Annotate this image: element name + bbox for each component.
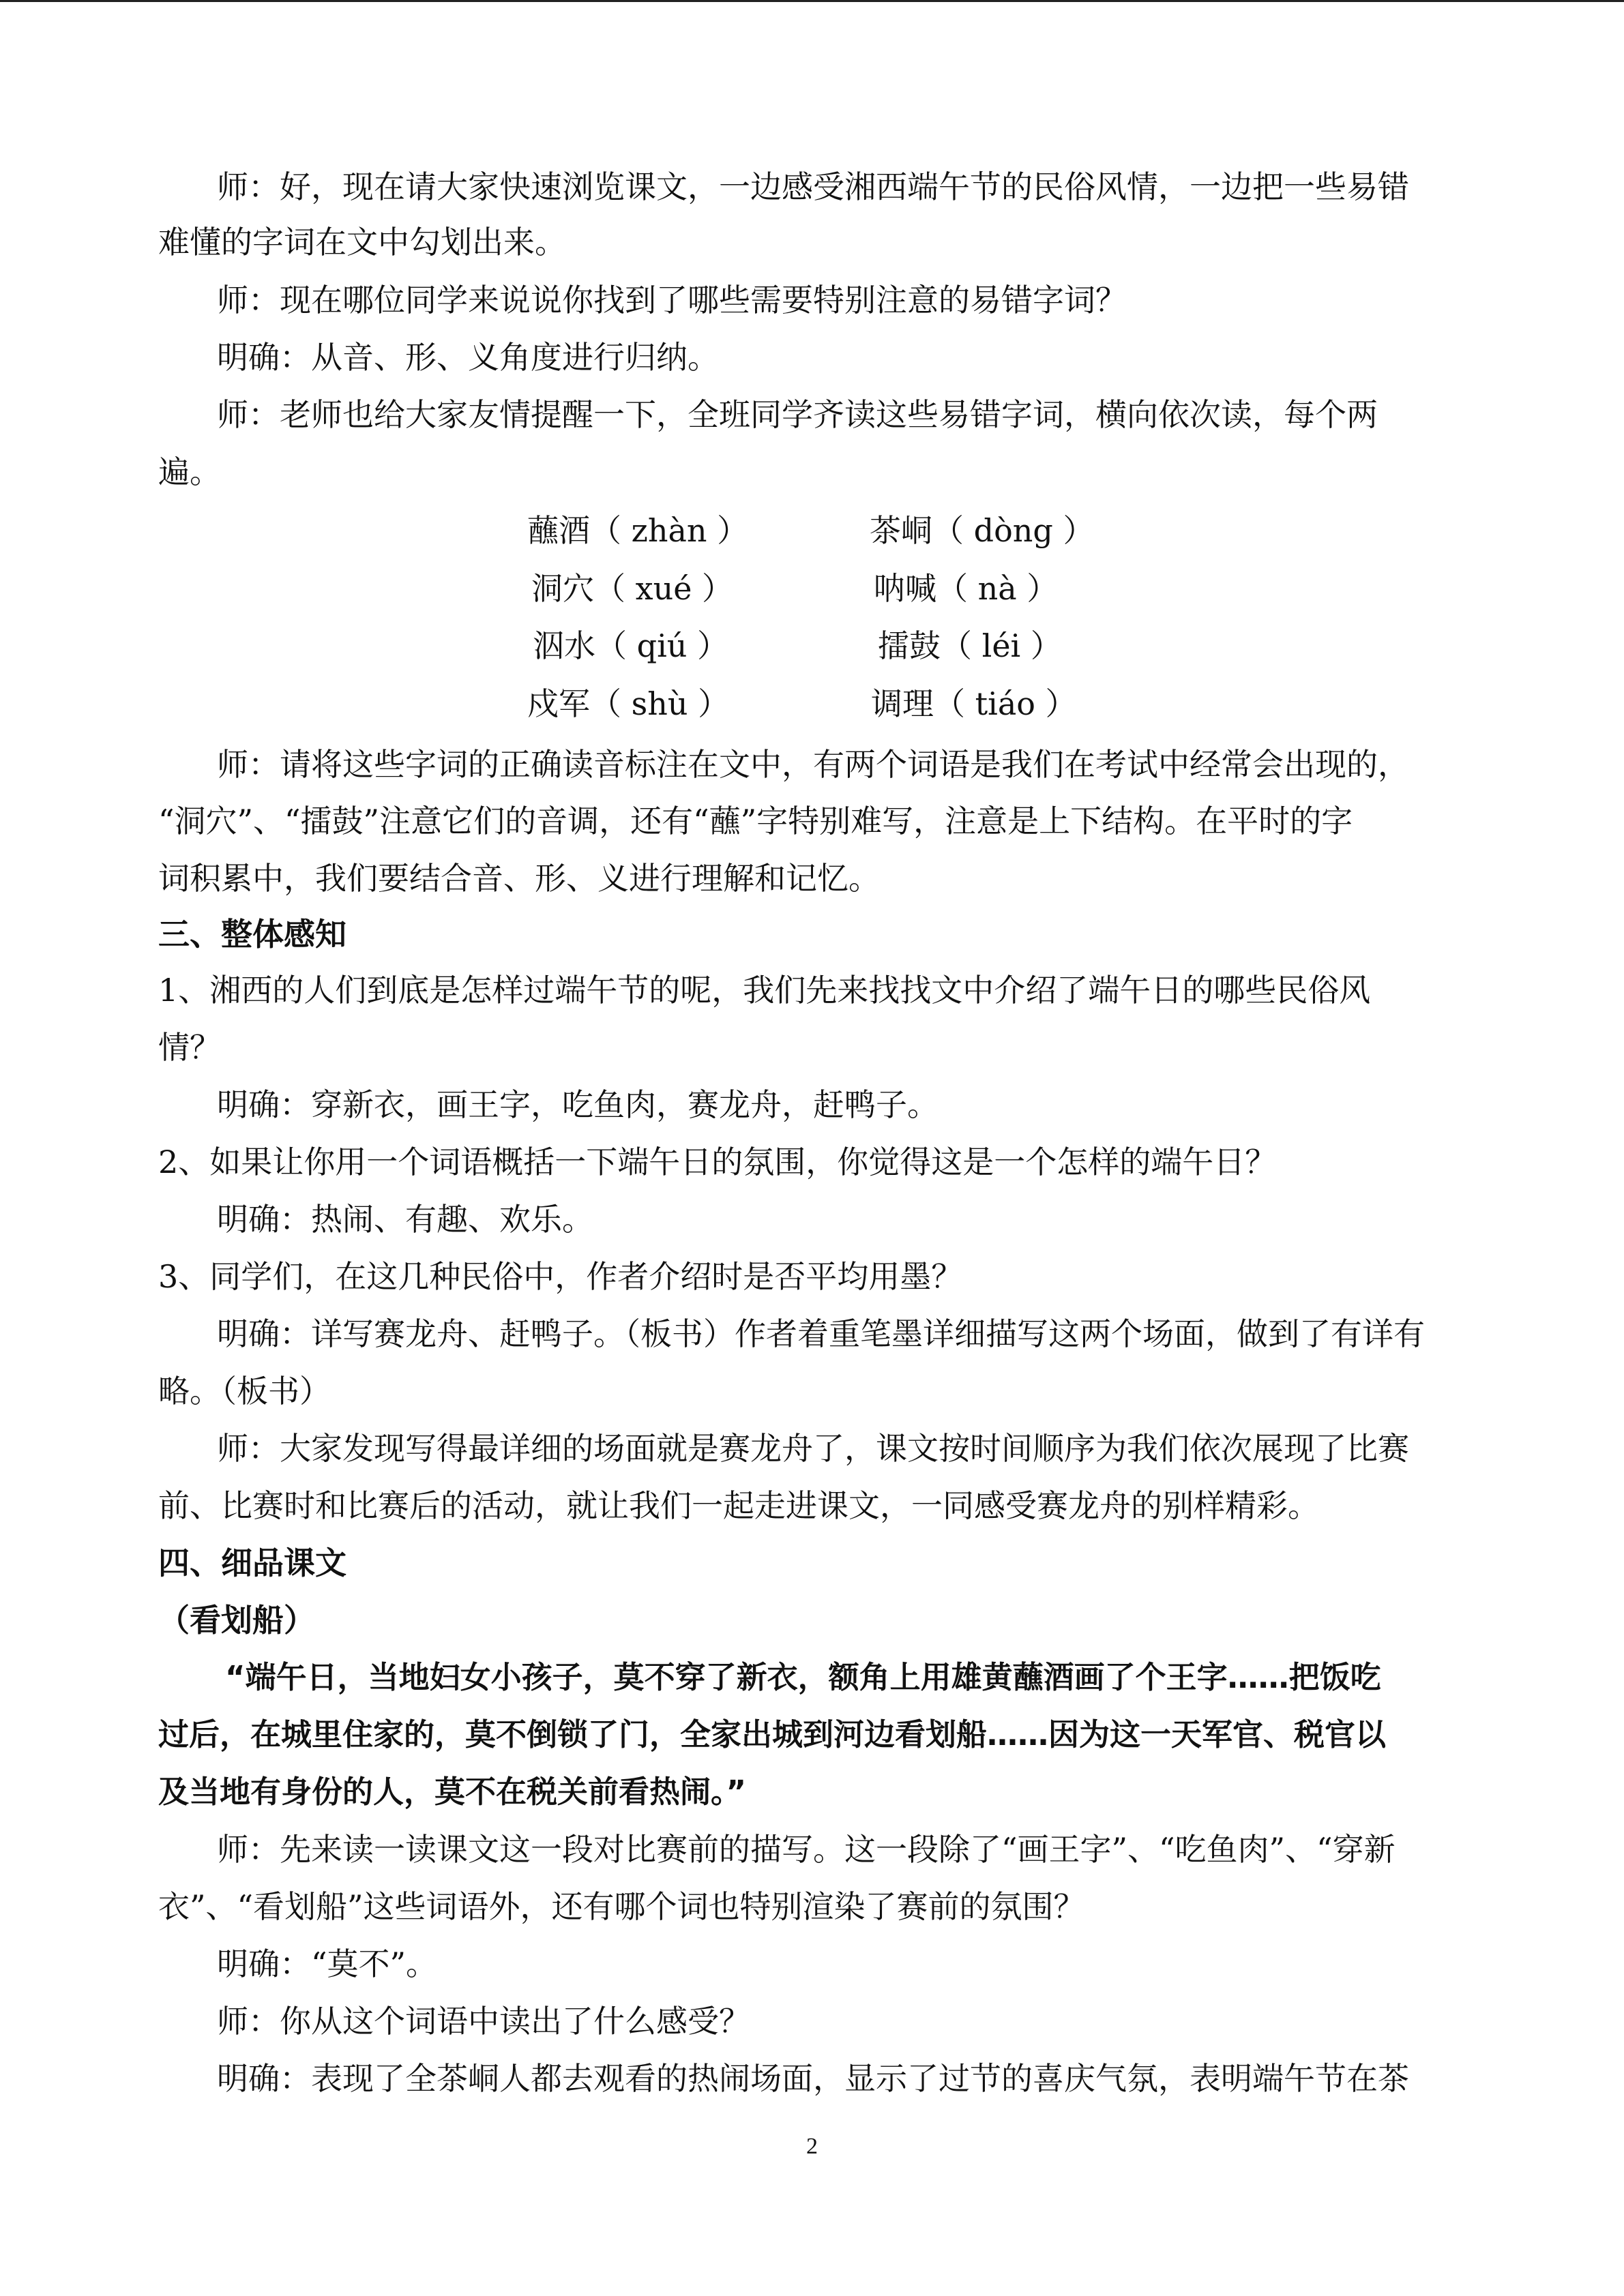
section-heading: 三、整体感知 xyxy=(158,916,346,953)
paragraph-line: “洞穴”、“擂鼓”注意它们的音调，还有“蘸”字特别难写，注意是上下结构。在平时的字 xyxy=(158,803,1353,839)
page-number: 2 xyxy=(806,2134,818,2159)
vocab-pinyin: （ léi ） xyxy=(941,627,1062,664)
paragraph-line: 前、比赛时和比赛后的活动，就让我们一起走进课文，一同感受赛龙舟的别样精彩。 xyxy=(158,1487,1319,1524)
quote-line: 过后，在城里住家的，莫不倒锁了门，全家出城到河边看划船……因为这一天军官、税官以 xyxy=(158,1716,1387,1753)
vocab-word: 泅水 xyxy=(533,627,595,664)
answer-line: 明确：详写赛龙舟、赶鸭子。（板书）作者着重笔墨详细描写这两个场面，做到了有详有 xyxy=(217,1315,1425,1352)
question-line: 2、如果让你用一个词语概括一下端午日的氛围，你觉得这是一个怎样的端午日？ xyxy=(158,1144,1277,1180)
vocab-item xyxy=(527,510,748,551)
quote-line: 及当地有身份的人，莫不在税关前看热闹。” xyxy=(158,1774,747,1810)
vocab-item xyxy=(533,625,728,666)
vocab-pinyin: （ qiú ） xyxy=(595,627,729,664)
paragraph-line: 明确：从音、形、义角度进行归纳。 xyxy=(217,339,719,376)
vocab-item xyxy=(527,683,729,724)
vocab-pinyin: （ tiáo ） xyxy=(934,685,1077,722)
answer-line: 明确：穿新衣，画王字，吃鱼肉，赛龙舟，赶鸭子。 xyxy=(217,1086,939,1123)
vocab-word: 呐喊 xyxy=(874,570,936,607)
paragraph-line: 师：大家发现写得最详细的场面就是赛龙舟了，课文按时间顺序为我们依次展现了比赛 xyxy=(217,1430,1409,1467)
paragraph-line: 遍。 xyxy=(158,453,221,490)
quote-line: “端午日，当地妇女小孩子，莫不穿了新衣，额角上用雄黄蘸酒画了个王字……把饭吃 xyxy=(225,1659,1381,1695)
answer-line: 明确：表现了全茶峒人都去观看的热闹场面，显示了过节的喜庆气氛，表明端午节在茶 xyxy=(217,2060,1409,2097)
vocab-word: 戍军 xyxy=(527,685,590,722)
paragraph-line: 词积累中，我们要结合音、形、义进行理解和记忆。 xyxy=(158,860,880,897)
vocab-item xyxy=(871,683,1077,724)
section-heading: 四、细品课文 xyxy=(158,1545,346,1581)
vocab-word: 洞穴 xyxy=(531,570,594,607)
vocab-word: 茶峒 xyxy=(870,512,932,549)
paragraph-line: 师：先来读一读课文这一段对比赛前的描写。这一段除了“画王字”、“吃鱼肉”、“穿新 xyxy=(217,1831,1396,1868)
answer-line: 明确：“莫不”。 xyxy=(217,1945,438,1982)
vocab-word: 擂鼓 xyxy=(878,627,941,664)
paragraph-line: 师：你从这个词语中读出了什么感受？ xyxy=(217,2003,750,2040)
vocab-pinyin: （ dòng ） xyxy=(932,512,1095,549)
answer-line: 明确：热闹、有趣、欢乐。 xyxy=(217,1201,593,1238)
answer-line: 略。（板书） xyxy=(158,1373,331,1410)
paragraph-line: 师：好，现在请大家快速浏览课文，一边感受湘西端午节的民俗风情，一边把一些易错 xyxy=(217,168,1409,205)
vocab-word: 蘸酒 xyxy=(527,512,590,549)
vocab-item xyxy=(878,625,1062,666)
paragraph-line: 衣”、“看划船”这些词语外，还有哪个词也特别渲染了赛前的氛围？ xyxy=(158,1888,1085,1925)
vocab-item xyxy=(870,510,1094,551)
top-border-line xyxy=(0,0,1624,2)
vocab-pinyin: （ nà ） xyxy=(936,570,1059,607)
vocab-item xyxy=(874,568,1058,609)
paragraph-line: 难懂的字词在文中勾划出来。 xyxy=(158,224,566,260)
subsection-heading: （看划船） xyxy=(158,1602,315,1639)
question-line: 情？ xyxy=(158,1029,221,1066)
question-line: 1、湘西的人们到底是怎样过端午节的呢，我们先来找找文中介绍了端午日的哪些民俗风 xyxy=(158,972,1371,1009)
question-line: 3、同学们，在这几种民俗中，作者介绍时是否平均用墨？ xyxy=(158,1258,963,1295)
paragraph-line: 师：老师也给大家友情提醒一下，全班同学齐读这些易错字词，横向依次读，每个两 xyxy=(217,396,1378,433)
vocab-item xyxy=(531,568,733,609)
vocab-word: 调理 xyxy=(871,685,934,722)
vocab-pinyin: （ xué ） xyxy=(594,570,734,607)
vocab-pinyin: （ shù ） xyxy=(590,685,730,722)
paragraph-line: 师：现在哪位同学来说说你找到了哪些需要特别注意的易错字词？ xyxy=(217,282,1127,318)
vocab-pinyin: （ zhàn ） xyxy=(590,512,749,549)
paragraph-line: 师：请将这些字词的正确读音标注在文中，有两个词语是我们在考试中经常会出现的， xyxy=(217,746,1409,783)
